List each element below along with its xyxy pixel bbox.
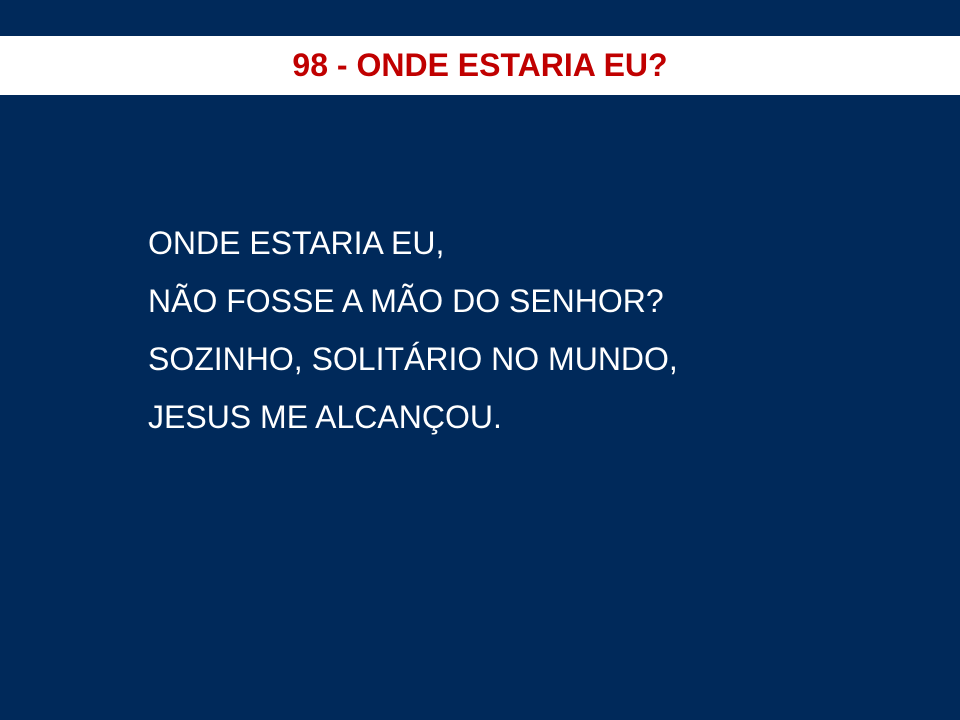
lyric-line-4: JESUS ME ALCANÇOU.: [148, 399, 502, 435]
lyric-line-3: SOZINHO, SOLITÁRIO NO MUNDO,: [148, 341, 678, 377]
slide-title: 98 - ONDE ESTARIA EU?: [292, 47, 668, 83]
title-bar: [0, 36, 960, 95]
lyric-line-1: ONDE ESTARIA EU,: [148, 225, 445, 261]
lyric-line-2: NÃO FOSSE A MÃO DO SENHOR?: [148, 283, 664, 319]
lyrics-block: [148, 214, 928, 446]
